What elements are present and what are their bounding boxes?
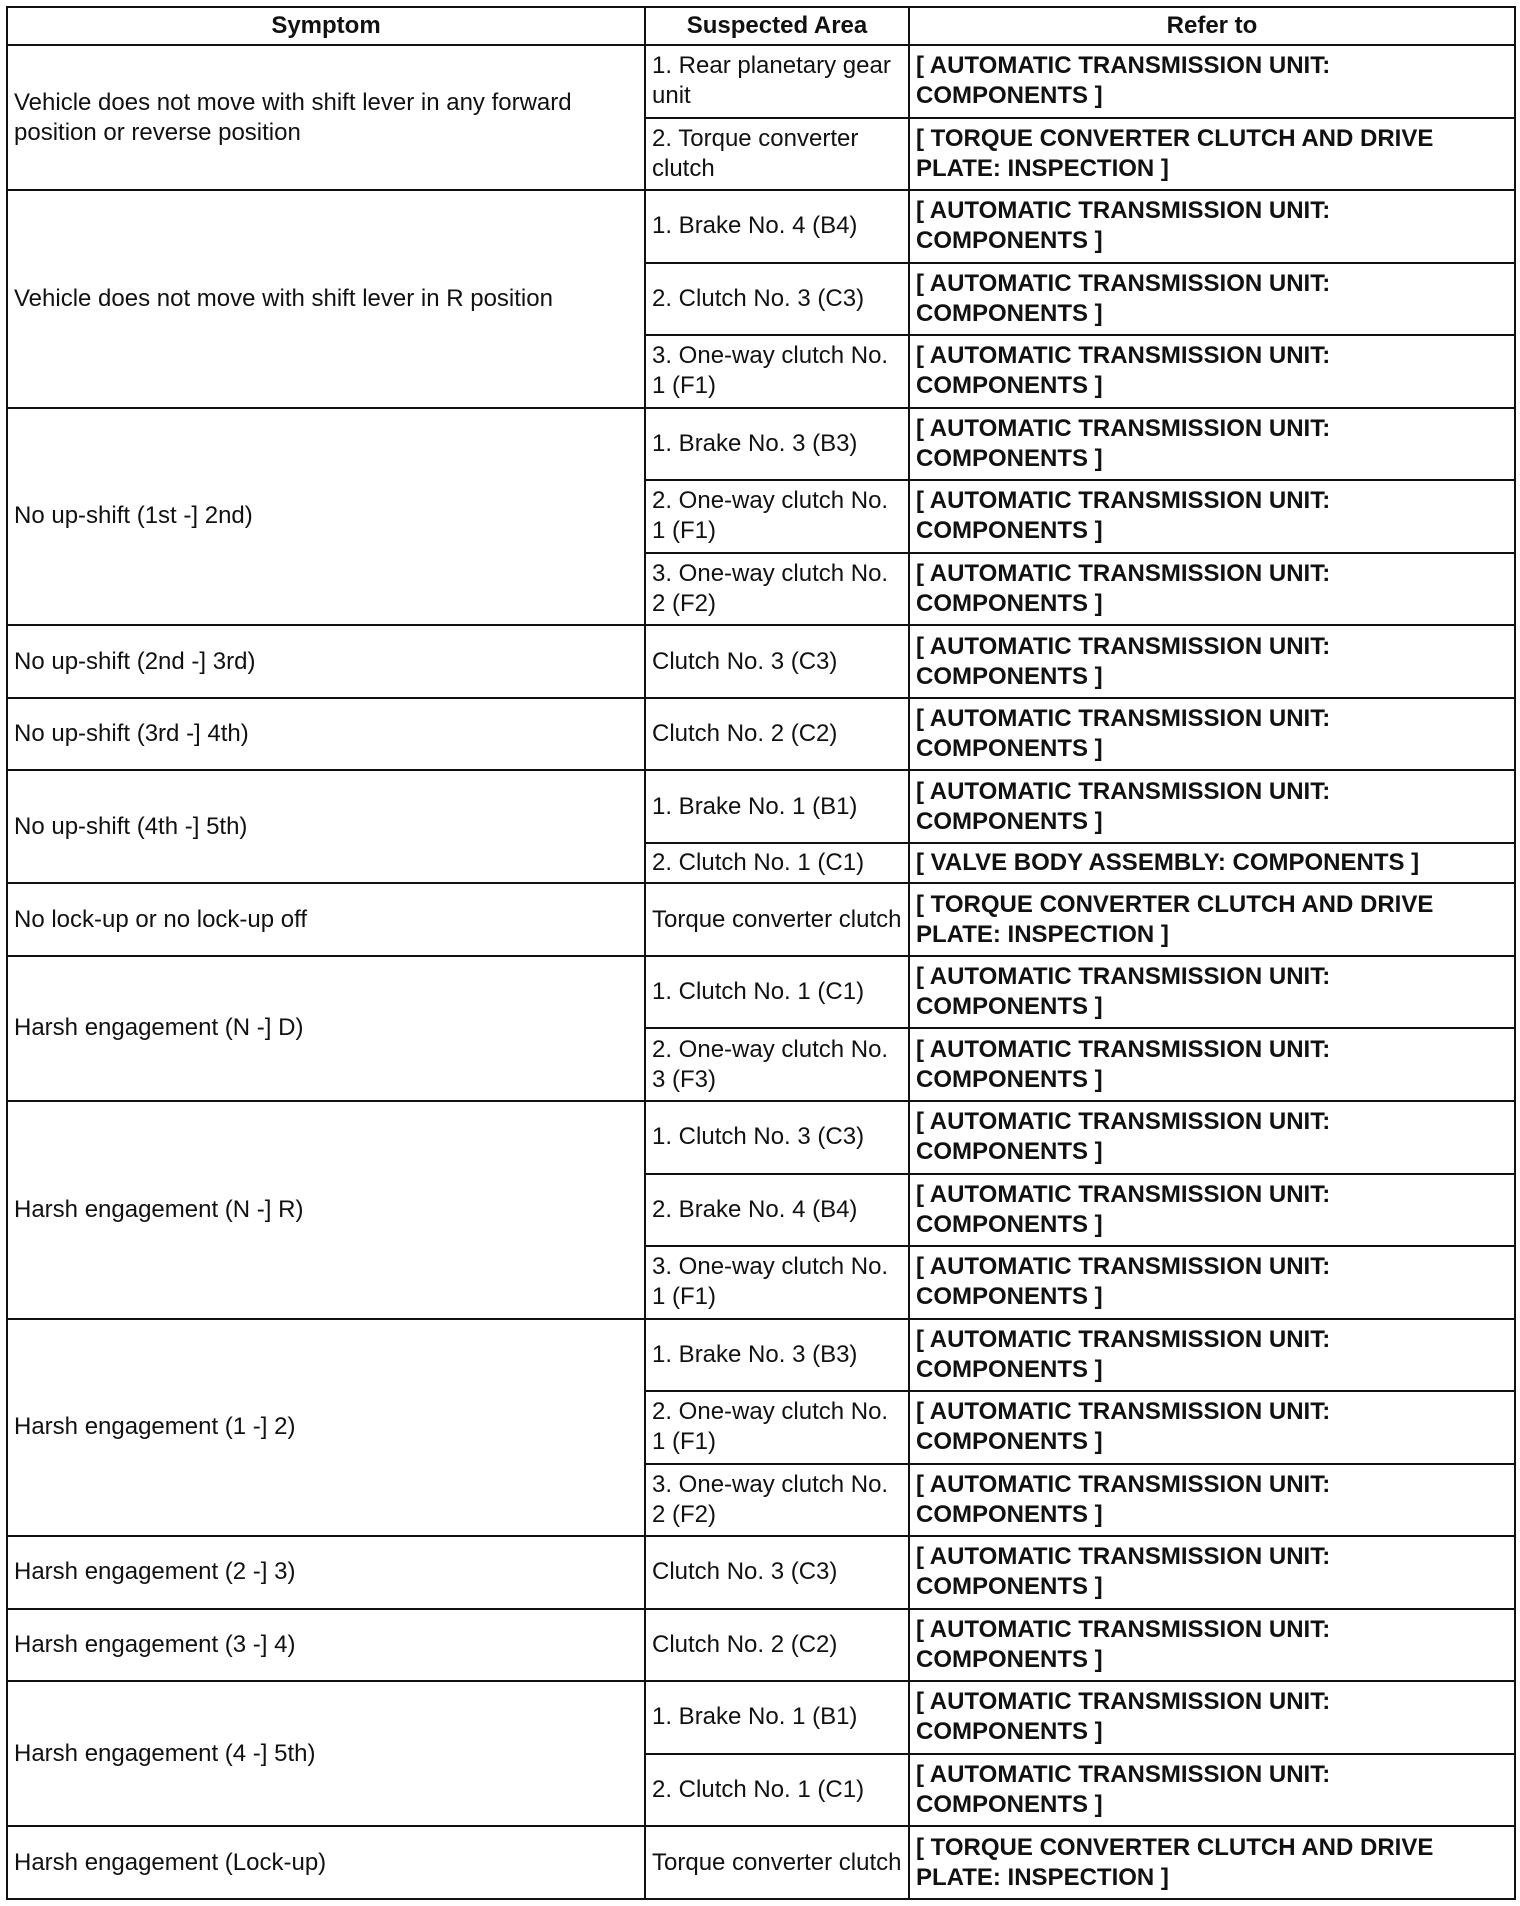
- refer-to-cell: [ AUTOMATIC TRANSMISSION UNIT: COMPONENTS ]: [909, 1464, 1515, 1537]
- refer-to-cell: [ AUTOMATIC TRANSMISSION UNIT: COMPONENTS ]: [909, 956, 1515, 1029]
- refer-to-cell: [ AUTOMATIC TRANSMISSION UNIT: COMPONENTS ]: [909, 335, 1515, 408]
- symptom-cell: Harsh engagement (N -] R): [7, 1101, 645, 1319]
- suspected-area-cell: 1. Brake No. 3 (B3): [645, 408, 909, 481]
- refer-to-cell: [ TORQUE CONVERTER CLUTCH AND DRIVE PLATE: INSPECTION ]: [909, 118, 1515, 191]
- refer-to-cell: [ AUTOMATIC TRANSMISSION UNIT: COMPONENTS ]: [909, 770, 1515, 843]
- table-row: [7, 45, 1515, 118]
- symptom-cell: No lock-up or no lock-up off: [7, 883, 645, 956]
- symptom-cell: Harsh engagement (4 -] 5th): [7, 1681, 645, 1826]
- refer-to-cell: [ AUTOMATIC TRANSMISSION UNIT: COMPONENTS ]: [909, 1536, 1515, 1609]
- table-row: [7, 1681, 1515, 1754]
- table-row: [7, 1536, 1515, 1609]
- refer-to-cell: [ AUTOMATIC TRANSMISSION UNIT: COMPONENTS ]: [909, 480, 1515, 553]
- table-row: [7, 1101, 1515, 1174]
- symptom-cell: Vehicle does not move with shift lever in R position: [7, 190, 645, 408]
- symptom-cell: Harsh engagement (1 -] 2): [7, 1319, 645, 1537]
- table-row: [7, 1319, 1515, 1392]
- table-row: [7, 625, 1515, 698]
- suspected-area-cell: 3. One-way clutch No. 2 (F2): [645, 1464, 909, 1537]
- suspected-area-cell: Clutch No. 3 (C3): [645, 625, 909, 698]
- suspected-area-cell: 2. One-way clutch No. 3 (F3): [645, 1028, 909, 1101]
- suspected-area-cell: 1. Rear planetary gear unit: [645, 45, 909, 118]
- suspected-area-cell: 1. Brake No. 1 (B1): [645, 1681, 909, 1754]
- suspected-area-cell: 1. Brake No. 1 (B1): [645, 770, 909, 843]
- symptom-cell: No up-shift (3rd -] 4th): [7, 698, 645, 771]
- table-row: [7, 190, 1515, 263]
- symptom-cell: No up-shift (1st -] 2nd): [7, 408, 645, 626]
- refer-to-cell: [ VALVE BODY ASSEMBLY: COMPONENTS ]: [909, 843, 1515, 884]
- refer-to-cell: [ AUTOMATIC TRANSMISSION UNIT: COMPONENTS ]: [909, 1246, 1515, 1319]
- suspected-area-cell: 3. One-way clutch No. 1 (F1): [645, 335, 909, 408]
- symptom-cell: Harsh engagement (2 -] 3): [7, 1536, 645, 1609]
- refer-to-cell: [ AUTOMATIC TRANSMISSION UNIT: COMPONENTS ]: [909, 45, 1515, 118]
- refer-to-cell: [ AUTOMATIC TRANSMISSION UNIT: COMPONENTS ]: [909, 1028, 1515, 1101]
- symptom-cell: No up-shift (2nd -] 3rd): [7, 625, 645, 698]
- refer-to-cell: [ AUTOMATIC TRANSMISSION UNIT: COMPONENTS ]: [909, 190, 1515, 263]
- suspected-area-cell: Torque converter clutch: [645, 1826, 909, 1899]
- suspected-area-cell: Torque converter clutch: [645, 883, 909, 956]
- header-suspected-area: Suspected Area: [645, 7, 909, 45]
- suspected-area-cell: 1. Brake No. 4 (B4): [645, 190, 909, 263]
- suspected-area-cell: 2. Torque converter clutch: [645, 118, 909, 191]
- suspected-area-cell: Clutch No. 3 (C3): [645, 1536, 909, 1609]
- refer-to-cell: [ AUTOMATIC TRANSMISSION UNIT: COMPONENTS ]: [909, 625, 1515, 698]
- refer-to-cell: [ AUTOMATIC TRANSMISSION UNIT: COMPONENTS ]: [909, 1391, 1515, 1464]
- suspected-area-cell: Clutch No. 2 (C2): [645, 698, 909, 771]
- diagnosis-table: [6, 6, 1516, 1900]
- refer-to-cell: [ AUTOMATIC TRANSMISSION UNIT: COMPONENTS ]: [909, 1681, 1515, 1754]
- symptom-cell: No up-shift (4th -] 5th): [7, 770, 645, 883]
- suspected-area-cell: 1. Clutch No. 1 (C1): [645, 956, 909, 1029]
- refer-to-cell: [ AUTOMATIC TRANSMISSION UNIT: COMPONENTS ]: [909, 1609, 1515, 1682]
- table-body: [7, 45, 1515, 1899]
- suspected-area-cell: 2. One-way clutch No. 1 (F1): [645, 1391, 909, 1464]
- suspected-area-cell: 1. Clutch No. 3 (C3): [645, 1101, 909, 1174]
- header-row: [7, 7, 1515, 45]
- symptom-cell: Harsh engagement (N -] D): [7, 956, 645, 1101]
- table-row: [7, 1609, 1515, 1682]
- refer-to-cell: [ AUTOMATIC TRANSMISSION UNIT: COMPONENTS ]: [909, 553, 1515, 626]
- suspected-area-cell: 1. Brake No. 3 (B3): [645, 1319, 909, 1392]
- header-refer-to: Refer to: [909, 7, 1515, 45]
- suspected-area-cell: 2. Brake No. 4 (B4): [645, 1174, 909, 1247]
- refer-to-cell: [ TORQUE CONVERTER CLUTCH AND DRIVE PLATE: INSPECTION ]: [909, 883, 1515, 956]
- table-row: [7, 408, 1515, 481]
- refer-to-cell: [ AUTOMATIC TRANSMISSION UNIT: COMPONENTS ]: [909, 263, 1515, 336]
- refer-to-cell: [ AUTOMATIC TRANSMISSION UNIT: COMPONENTS ]: [909, 698, 1515, 771]
- symptom-cell: Harsh engagement (3 -] 4): [7, 1609, 645, 1682]
- suspected-area-cell: Clutch No. 2 (C2): [645, 1609, 909, 1682]
- refer-to-cell: [ TORQUE CONVERTER CLUTCH AND DRIVE PLATE: INSPECTION ]: [909, 1826, 1515, 1899]
- suspected-area-cell: 3. One-way clutch No. 2 (F2): [645, 553, 909, 626]
- table-row: [7, 956, 1515, 1029]
- symptom-cell: Harsh engagement (Lock-up): [7, 1826, 645, 1899]
- refer-to-cell: [ AUTOMATIC TRANSMISSION UNIT: COMPONENTS ]: [909, 1754, 1515, 1827]
- suspected-area-cell: 2. Clutch No. 3 (C3): [645, 263, 909, 336]
- table-row: [7, 1826, 1515, 1899]
- refer-to-cell: [ AUTOMATIC TRANSMISSION UNIT: COMPONENTS ]: [909, 408, 1515, 481]
- symptom-cell: Vehicle does not move with shift lever in any forward position or reverse position: [7, 45, 645, 190]
- suspected-area-cell: 2. Clutch No. 1 (C1): [645, 843, 909, 884]
- refer-to-cell: [ AUTOMATIC TRANSMISSION UNIT: COMPONENTS ]: [909, 1174, 1515, 1247]
- table-row: [7, 883, 1515, 956]
- refer-to-cell: [ AUTOMATIC TRANSMISSION UNIT: COMPONENTS ]: [909, 1319, 1515, 1392]
- refer-to-cell: [ AUTOMATIC TRANSMISSION UNIT: COMPONENTS ]: [909, 1101, 1515, 1174]
- suspected-area-cell: 3. One-way clutch No. 1 (F1): [645, 1246, 909, 1319]
- suspected-area-cell: 2. Clutch No. 1 (C1): [645, 1754, 909, 1827]
- header-symptom: Symptom: [7, 7, 645, 45]
- table-row: [7, 770, 1515, 843]
- suspected-area-cell: 2. One-way clutch No. 1 (F1): [645, 480, 909, 553]
- table-row: [7, 698, 1515, 771]
- table-header: [7, 7, 1515, 45]
